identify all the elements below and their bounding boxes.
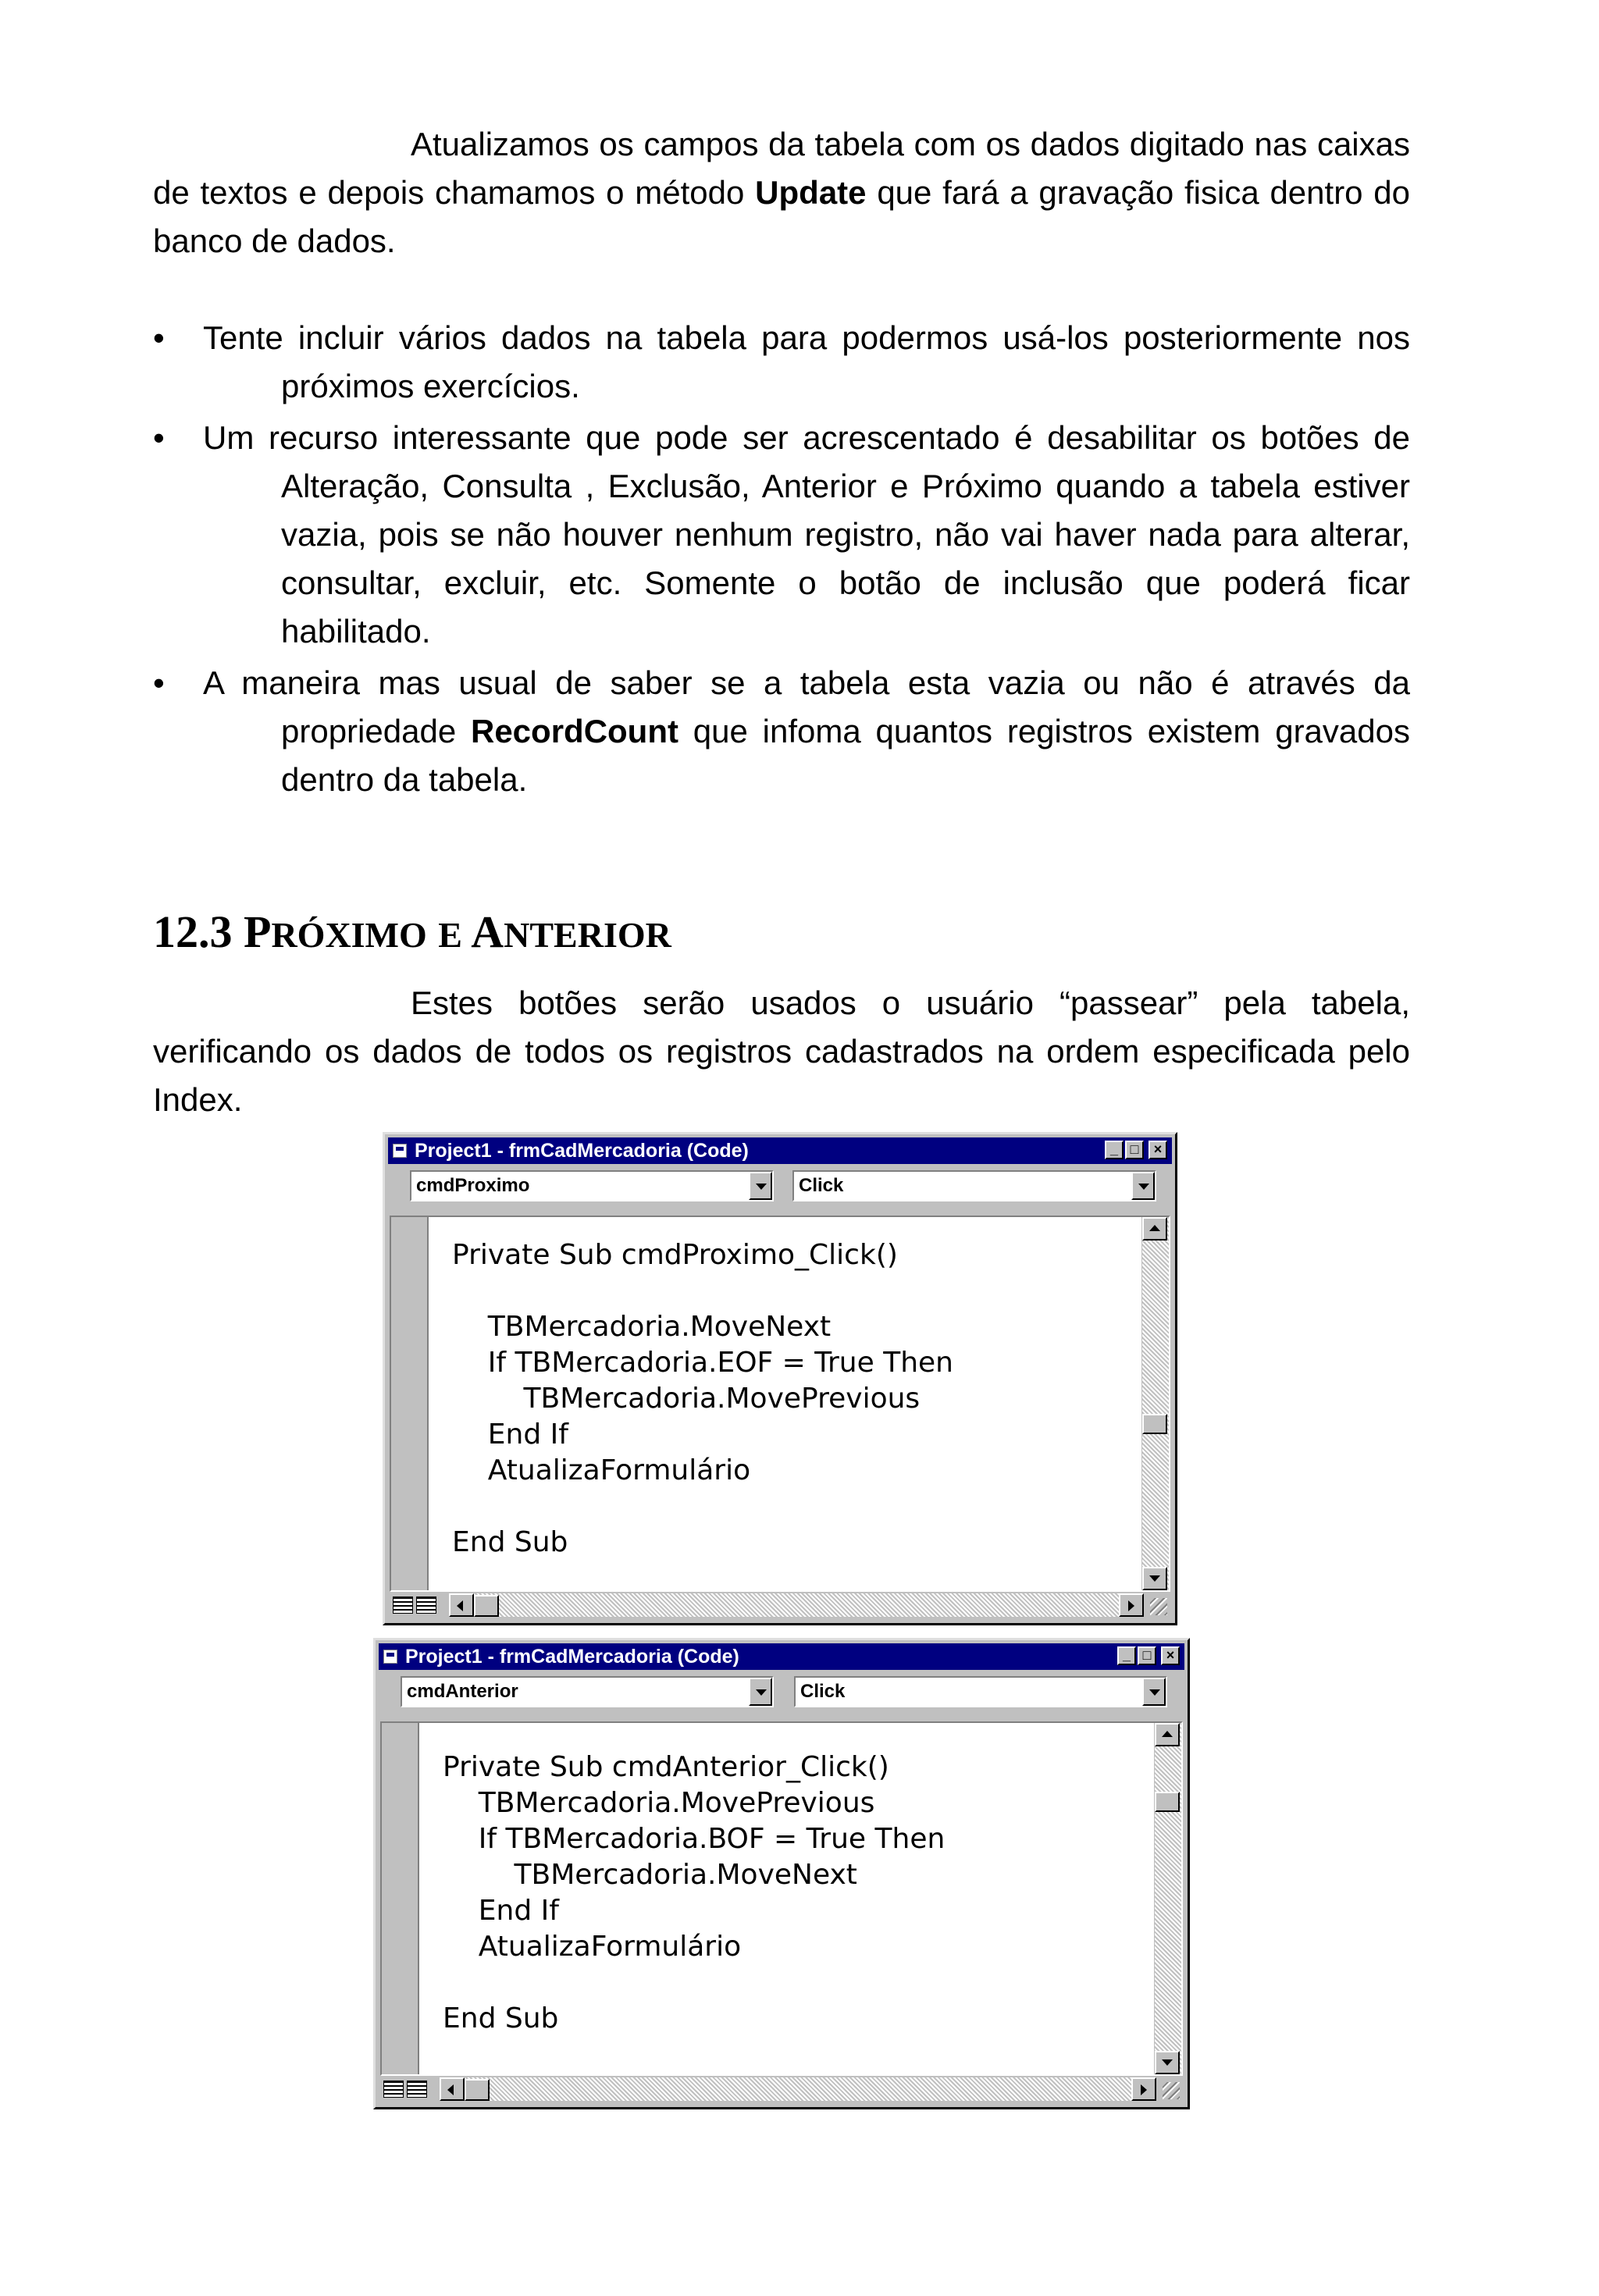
minimize-button[interactable]: _: [1105, 1141, 1124, 1159]
object-combo[interactable]: [401, 1676, 774, 1707]
window-title: Project1 - frmCadMercadoria (Code): [405, 1646, 739, 1668]
scroll-down-icon[interactable]: [1142, 1567, 1167, 1590]
procedure-combo[interactable]: [794, 1676, 1167, 1707]
app-icon: [393, 1144, 407, 1158]
margin-indicator-bar: [391, 1217, 429, 1590]
section-number: 12.3: [153, 906, 233, 957]
horizontal-scrollbar[interactable]: [449, 1593, 1144, 1617]
chevron-down-icon[interactable]: [1131, 1172, 1155, 1200]
bullet-text-3-bold: RecordCount: [470, 713, 678, 749]
chevron-down-icon[interactable]: [749, 1172, 772, 1200]
code-editor[interactable]: [390, 1216, 1170, 1592]
vertical-scrollbar[interactable]: [1141, 1217, 1169, 1590]
full-module-view-icon[interactable]: [407, 2081, 427, 2098]
object-combo[interactable]: [410, 1170, 774, 1201]
code-text[interactable]: Private Sub cmdAnterior_Click() TBMercadoria.MovePrevious If TBMercadoria.BOF = True Then TBMercadoria.MoveNext End If AtualizaFormulário End Sub: [443, 1751, 946, 2034]
margin-indicator-bar: [382, 1723, 419, 2074]
procedure-view-icon[interactable]: [383, 2081, 404, 2098]
procedure-value: Click: [800, 1681, 846, 1702]
scroll-thumb[interactable]: [465, 2079, 490, 2101]
bottom-bar: [380, 2076, 1183, 2102]
close-button[interactable]: ×: [1161, 1646, 1180, 1665]
horizontal-scrollbar[interactable]: [440, 2077, 1156, 2101]
scroll-down-icon[interactable]: [1155, 2051, 1180, 2074]
bullet-text-2: Um recurso interessante que pode ser acrescentado é desabilitar os botões de Alteração, Consulta , Exclusão, Anterior e Próximo quando a tabela estiver vazia, pois se não houver nenhum registro, não vai haver nada para alterar, consultar, excluir, etc. Somente o botão de inclusão que poderá ficar habilitado.: [203, 419, 1410, 650]
scroll-thumb[interactable]: [1142, 1414, 1167, 1434]
close-button[interactable]: ×: [1149, 1141, 1167, 1159]
resize-grip-icon[interactable]: [1150, 1598, 1167, 1615]
procedure-combo[interactable]: [792, 1170, 1156, 1201]
vertical-scrollbar[interactable]: [1154, 1723, 1181, 2074]
scroll-right-icon[interactable]: [1119, 1593, 1144, 1617]
chevron-down-icon[interactable]: [749, 1678, 772, 1706]
scroll-up-icon[interactable]: [1142, 1217, 1167, 1241]
section-heading: 12.3 PRÓXIMO E ANTERIOR: [153, 906, 671, 957]
bullet-icon: •: [153, 664, 165, 701]
procedure-view-icon[interactable]: [393, 1597, 413, 1614]
code-window-anterior: [373, 1638, 1190, 2109]
bullet-text-1: Tente incluir vários dados na tabela para podermos usá-los posteriormente nos próximos exercícios.: [203, 319, 1410, 404]
list-item: [153, 314, 1410, 411]
procedure-value: Click: [799, 1175, 844, 1196]
window-titlebar[interactable]: [379, 1643, 1184, 1670]
object-value: cmdAnterior: [407, 1681, 518, 1702]
view-buttons: [382, 2077, 436, 2101]
intro-lead: Atualizamos os campos da tabela com os dados digitado nas caixas de textos e depois chamamos o método: [153, 126, 1410, 211]
view-buttons: [391, 1593, 446, 1617]
list-item: [153, 414, 1410, 656]
full-module-view-icon[interactable]: [416, 1597, 436, 1614]
scroll-left-icon[interactable]: [440, 2077, 465, 2101]
code-window-proximo: [383, 1132, 1177, 1625]
bottom-bar: [390, 1592, 1170, 1618]
scroll-thumb[interactable]: [474, 1595, 499, 1617]
code-text[interactable]: Private Sub cmdProximo_Click() TBMercadoria.MoveNext If TBMercadoria.EOF = True Then TBMercadoria.MovePrevious End If AtualizaFormulário End Sub: [452, 1239, 953, 1558]
minimize-button[interactable]: _: [1117, 1646, 1136, 1665]
window-titlebar[interactable]: [388, 1137, 1172, 1164]
maximize-button[interactable]: □: [1138, 1646, 1156, 1665]
resize-grip-icon[interactable]: [1163, 2082, 1180, 2099]
section-paragraph: Estes botões serão usados o usuário “passear” pela tabela, verificando os dados de todos os registros cadastrados na ordem especificada pelo Index.: [153, 984, 1410, 1118]
intro-tail: que fará a gravação fisica dentro do banco de dados.: [153, 174, 1411, 259]
maximize-button[interactable]: □: [1125, 1141, 1144, 1159]
bullet-text-3-lead: A maneira mas usual de saber se a tabela esta vazia ou não é através da propriedade: [203, 664, 1410, 749]
scroll-thumb[interactable]: [1155, 1792, 1180, 1812]
intro-bold-update: Update: [755, 174, 867, 211]
intro-paragraph: [153, 120, 1410, 265]
scroll-up-icon[interactable]: [1155, 1723, 1180, 1746]
window-title: Project1 - frmCadMercadoria (Code): [415, 1140, 749, 1162]
list-item: [153, 659, 1410, 804]
bullet-text-3-tail: que infoma quantos registros existem gravados dentro da tabela.: [281, 713, 1410, 798]
chevron-down-icon[interactable]: [1142, 1678, 1166, 1706]
scroll-right-icon[interactable]: [1131, 2077, 1156, 2101]
bullet-icon: •: [153, 319, 165, 356]
object-value: cmdProximo: [416, 1175, 530, 1196]
bullet-icon: •: [153, 419, 165, 456]
scroll-left-icon[interactable]: [449, 1593, 474, 1617]
bullet-list: [153, 314, 1410, 804]
app-icon: [383, 1650, 397, 1664]
code-editor[interactable]: [380, 1721, 1183, 2076]
